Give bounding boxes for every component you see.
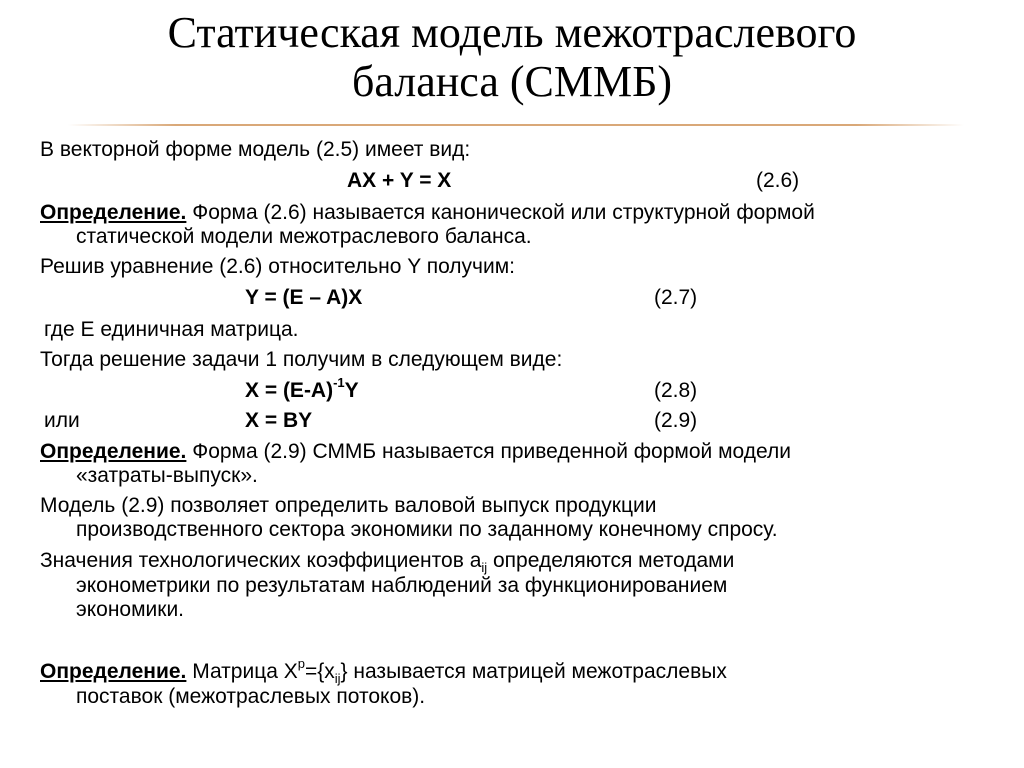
- coefficients-text-line-3: экономики.: [76, 598, 185, 621]
- coefficients-text-b: определяются методами: [487, 549, 735, 572]
- definition-1-line-2: статической модели межотраслевого баланса.: [76, 225, 532, 248]
- definition-2-line-2: «затраты-выпуск».: [76, 464, 258, 487]
- equation-2-8-exponent: -1: [333, 375, 345, 390]
- equation-number-2-6: (2.6): [756, 169, 800, 192]
- definition-3-text-a: Матрица X: [186, 660, 298, 683]
- coefficients-text-line-1: [40, 549, 735, 576]
- definition-3-text-b: ={x: [304, 660, 335, 683]
- definition-3-subscript: ij: [334, 671, 341, 687]
- definition-2-text: Форма (2.9) СММБ называется приведенной формой модели: [186, 440, 791, 463]
- equation-2-8-main: X = (E-A): [245, 379, 334, 402]
- equation-2-7: Y = (E – A)X: [245, 286, 363, 309]
- equation-number-2-9: (2.9): [654, 409, 698, 432]
- definition-1-line-1: [40, 201, 815, 225]
- slide-title-line-1: Статическая модель межотраслевого: [167, 8, 857, 57]
- slide-title: [0, 8, 1024, 106]
- equation-2-9: X = BY: [245, 409, 313, 432]
- definition-1-label: Определение.: [40, 201, 187, 224]
- definition-3-line-2: поставок (межотраслевых потоков).: [76, 685, 426, 708]
- definition-3-label: Определение.: [40, 660, 187, 683]
- slide-title-line-2: баланса (СММБ): [351, 57, 673, 106]
- intro-text: В векторной форме модель (2.5) имеет вид:: [40, 138, 471, 161]
- coefficients-text-a: Значения технологических коэффициентов a: [40, 549, 482, 572]
- definition-2-label: Определение.: [40, 440, 187, 463]
- then-text: Тогда решение задачи 1 получим в следующем виде:: [40, 348, 563, 371]
- equation-2-8-tail: Y: [344, 379, 359, 402]
- equation-number-2-7: (2.7): [654, 286, 698, 309]
- model-text-line-1: Модель (2.9) позволяет определить валовой выпуск продукции: [40, 494, 657, 517]
- or-text: или: [44, 409, 80, 432]
- definition-2-line-1: [40, 440, 791, 464]
- title-divider: [68, 124, 964, 126]
- model-text-line-2: производственного сектора экономики по заданному конечному спросу.: [76, 518, 778, 541]
- coefficients-text-line-2: эконометрики по результатам наблюдений за функционированием: [76, 574, 728, 597]
- definition-3-text-c: } называется матрицей межотраслевых: [340, 660, 727, 683]
- identity-matrix-note: где E единичная матрица.: [44, 318, 299, 341]
- coefficients-subscript: ij: [481, 560, 488, 576]
- solve-intro-text: Решив уравнение (2.6) относительно Y получим:: [40, 255, 516, 278]
- equation-2-8: [245, 375, 359, 403]
- definition-3-line-1: [40, 656, 727, 687]
- definition-3-superscript: p: [297, 656, 305, 671]
- definition-1-text: Форма (2.6) называется канонической или структурной формой: [186, 201, 815, 224]
- equation-number-2-8: (2.8): [654, 379, 698, 402]
- equation-2-6: AX + Y = X: [347, 169, 452, 192]
